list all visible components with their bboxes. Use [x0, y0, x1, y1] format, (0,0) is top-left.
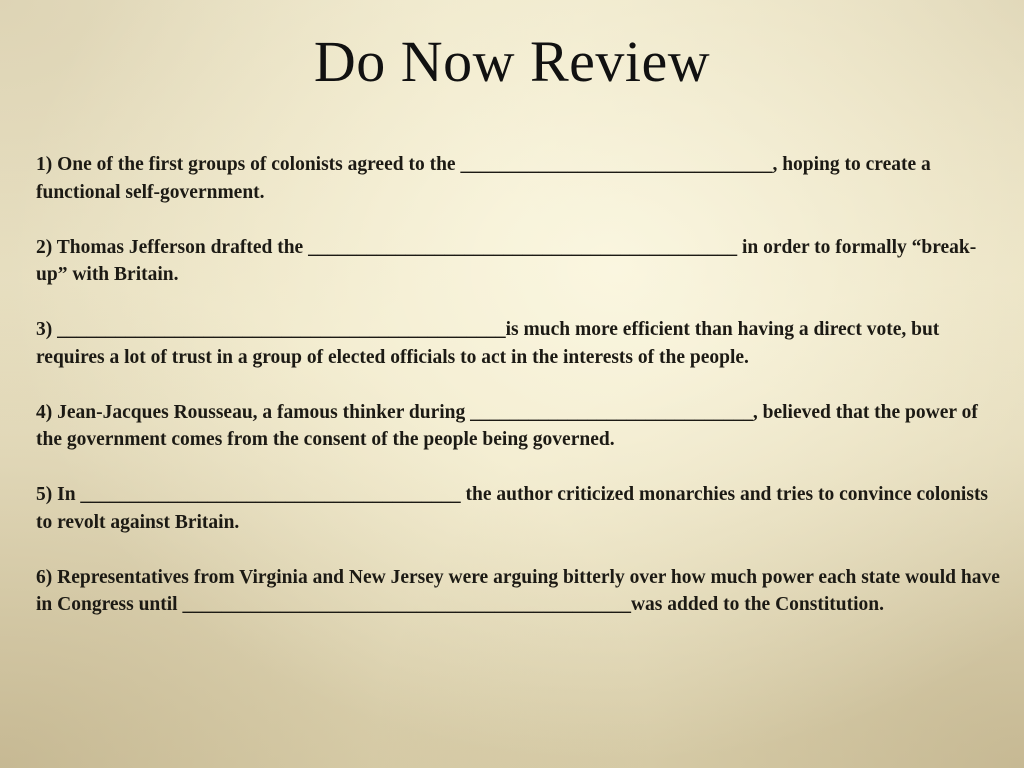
question-6: 6) Representatives from Virginia and New Jersey were arguing bitterly over how much power each state would have in Congress until ______________________________________________was added to the Constitution. — [36, 566, 1000, 615]
slide-title: Do Now Review — [313, 29, 711, 94]
question-list — [36, 151, 1001, 646]
question-2: 2) Thomas Jefferson drafted the ____________________________________________ in order to formally “break-up” with Britain. — [36, 236, 977, 285]
question-5: 5) In _______________________________________ the author criticized monarchies and tries to convince colonists to revolt against Britain. — [36, 484, 989, 533]
question-1: 1) One of the first groups of colonists agreed to the ________________________________, hoping to create a functional self-government. — [36, 154, 931, 203]
question-3: 3) ______________________________________________is much more efficient than having a direct vote, but requires a lot of trust in a group of elected officials to act in the interests of the people. — [36, 319, 940, 368]
question-4: 4) Jean-Jacques Rousseau, a famous thinker during _____________________________, believed that the power of the government comes from the consent of the people being governed. — [36, 401, 978, 450]
